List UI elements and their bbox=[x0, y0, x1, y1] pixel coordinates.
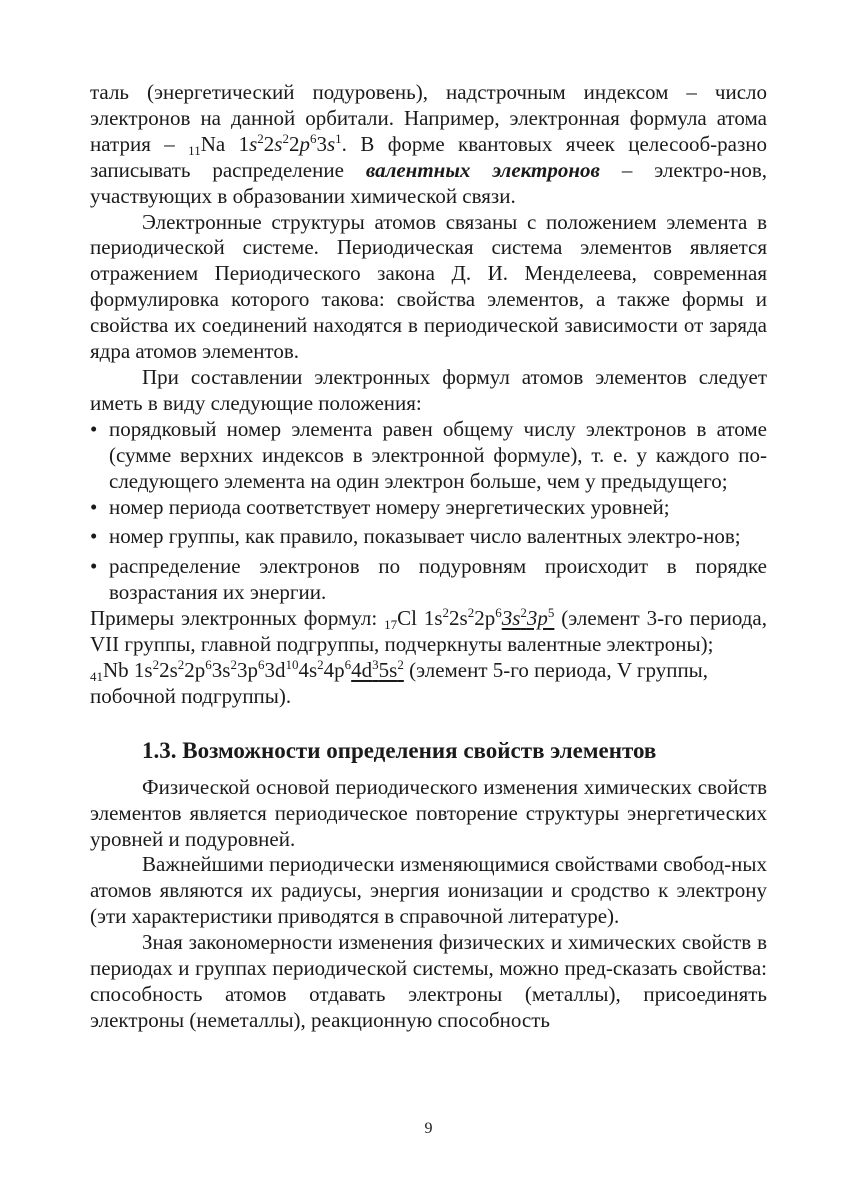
paragraph-2: Электронные структуры атомов связаны с положением элемента в периодической системе. Периодическая система элементов является отражением Периодического закона Д. И. Менделеева, современная формулировка которого такова: свойства элементов, а также формы и свойства их соединений находятся в периодической зависимости от заряда ядра атомов элементов. bbox=[90, 209, 767, 364]
valence-electrons-underlined: $3s^23p^5$ bbox=[501, 605, 555, 631]
list-item: • номер периода соответствует номеру энергетических уровней; bbox=[90, 494, 670, 519]
paragraph-1: таль (энергетический подуровень), надстрочным индексом – число электронов на данной орбитали. Например, электронная формула атома натрия – $_{11}$Na $1s^22s^22p^63s^1$. В форме квантовых ячеек целесооб-разно записывать распределение валентных электронов – электро-нов, участвующих в образовании химической связи. bbox=[90, 80, 767, 208]
paragraph-4: Физической основой периодического изменения химических свойств элементов является периодическое повторение структуры энергетических уровней и подуровней. bbox=[90, 774, 767, 851]
page-body bbox=[90, 80, 767, 1034]
paragraph-6: Зная закономерности изменения физических и химических свойств в периодах и группах периодической системы, можно пред-сказать свойства: способность атомов отдавать электроны (металлы), присоединять электроны (неметаллы), реакционную способность bbox=[90, 930, 767, 1032]
examples-chlorine: Примеры электронных формул: $_{17}$Cl $1s^22s^22p^63s^23p^5$ (элемент 3-го периода, VII группы, главной подгруппы, подчеркнуты валентные электроны); bbox=[90, 605, 768, 657]
emphasis-valence-electrons: валентных электронов bbox=[365, 157, 600, 182]
bullet-icon: • bbox=[90, 494, 98, 519]
section-heading: 1.3. Возможности определения свойств элементов bbox=[142, 737, 657, 763]
rules-list bbox=[90, 417, 767, 606]
paragraph-3: При составлении электронных формул атомов элементов следует иметь в виду следующие положения: bbox=[90, 364, 767, 415]
bullet-icon: • bbox=[90, 524, 98, 549]
bullet-icon: • bbox=[90, 554, 98, 579]
valence-electrons-underlined: $4d^35s^2$ bbox=[351, 656, 404, 682]
examples-niobium: $_{41}$Nb $1s^22s^22p^63s^23p^63d^{10}4s^24p^64d^35s^2$ (элемент 5-го периода, V группы, побочной подгруппы). bbox=[90, 656, 709, 708]
list-item: • распределение электронов по подуровням происходит в порядке возрастания их энергии. bbox=[90, 554, 767, 605]
list-item: • порядковый номер элемента равен общему числу электронов в атоме (сумме верхних индексов в электронной формуле), т. е. у каждого по-следующего элемента на один электрон больше, чем у предыдущего; bbox=[90, 416, 767, 493]
list-item: • номер группы, как правило, показывает число валентных электро-нов; bbox=[90, 524, 741, 549]
bullet-icon: • bbox=[90, 416, 98, 441]
paragraph-5: Важнейшими периодически изменяющимися свойствами свобод-ных атомов являются их радиусы, энергия ионизации и сродство к электрону (эти характеристики приводятся в справочной литературе). bbox=[90, 852, 767, 929]
page-number: 9 bbox=[424, 1120, 433, 1137]
